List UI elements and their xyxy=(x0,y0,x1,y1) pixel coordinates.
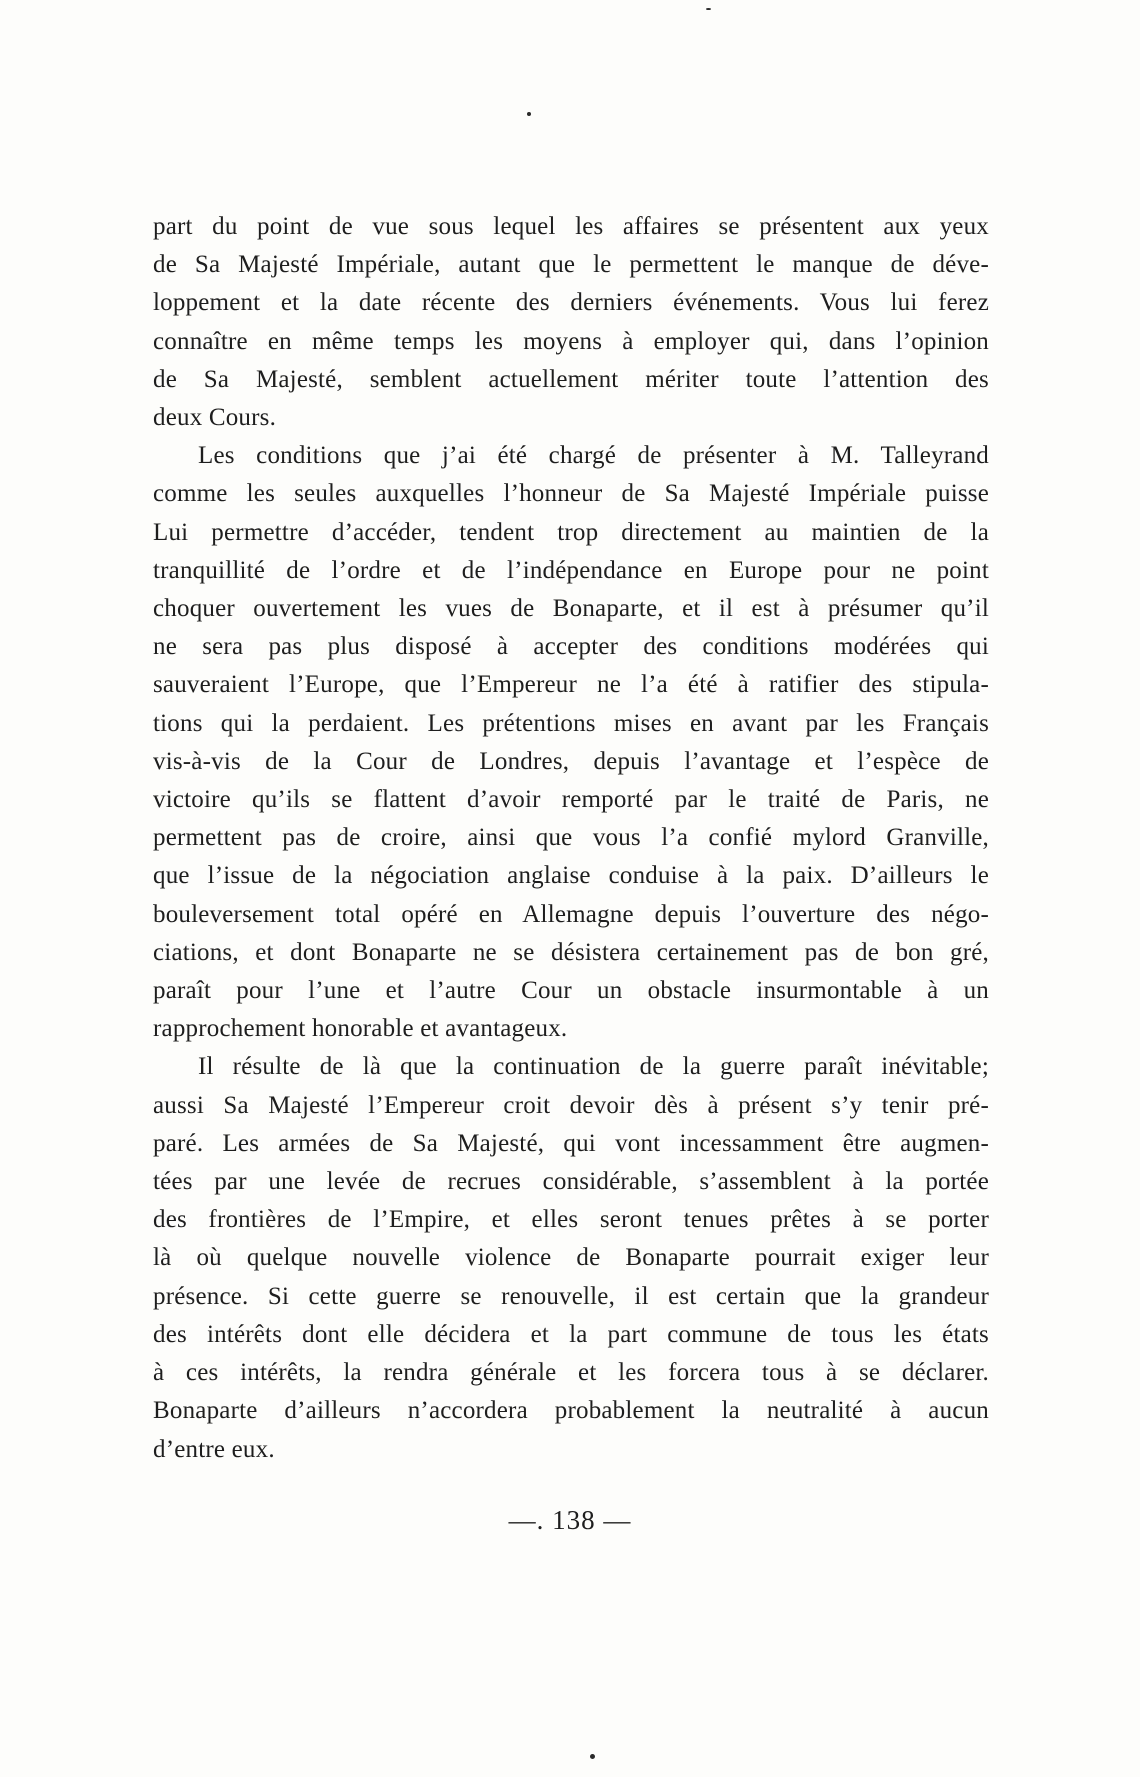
text-line: choquer ouvertement les vues de Bonaparte, et il est à présumer qu’il xyxy=(153,595,989,623)
text-line: aussi Sa Majesté l’Empereur croit devoir dès à présent s’y tenir pré- xyxy=(153,1091,989,1119)
text-line: de Sa Majesté, semblent actuellement mériter toute l’attention des xyxy=(153,365,989,393)
text-line: à ces intérêts, la rendra générale et les forcera tous à se déclarer. xyxy=(153,1359,989,1387)
text-line: vis-à-vis de la Cour de Londres, depuis l’avantage et l’espèce de xyxy=(153,747,989,775)
text-line: d’entre eux. xyxy=(153,1435,275,1463)
text-line: tranquillité de l’ordre et de l’indépendance en Europe pour ne point xyxy=(153,556,989,584)
text-line: tions qui la perdaient. Les prétentions mises en avant par les Français xyxy=(153,709,989,737)
text-line: comme les seules auxquelles l’honneur de Sa Majesté Impériale puisse xyxy=(153,480,989,508)
text-line: de Sa Majesté Impériale, autant que le permettent le manque de déve- xyxy=(153,251,989,279)
text-line: des frontières de l’Empire, et elles seront tenues prêtes à se porter xyxy=(153,1206,989,1234)
text-line: des intérêts dont elle décidera et la part commune de tous les états xyxy=(153,1320,989,1348)
text-line: ne sera pas plus disposé à accepter des conditions modérées qui xyxy=(153,633,989,661)
text-line: loppement et la date récente des derniers événements. Vous lui ferez xyxy=(153,289,989,317)
page-number: —. 138 — xyxy=(508,1505,632,1535)
text-line: rapprochement honorable et avantageux. xyxy=(153,1015,568,1043)
text-line: victoire qu’ils se flattent d’avoir remporté par le traité de Paris, ne xyxy=(153,786,989,814)
text-line: bouleversement total opéré en Allemagne depuis l’ouverture des négo- xyxy=(153,900,989,928)
text-line: Bonaparte d’ailleurs n’accordera probablement la neutralité à aucun xyxy=(153,1397,989,1425)
text-line: part du point de vue sous lequel les affaires se présentent aux yeux xyxy=(153,213,989,240)
text-line: là où quelque nouvelle violence de Bonaparte pourrait exiger leur xyxy=(153,1244,989,1272)
scan-speck xyxy=(527,112,531,116)
scan-speck xyxy=(590,1754,595,1759)
paragraph xyxy=(153,208,989,437)
text-line: sauveraient l’Europe, que l’Empereur ne l’a été à ratifier des stipula- xyxy=(153,671,989,699)
text-line: présence. Si cette guerre se renouvelle, il est certain que la grandeur xyxy=(153,1282,989,1310)
text-line: tées par une levée de recrues considérable, s’assemblent à la portée xyxy=(153,1168,989,1196)
text-line: ciations, et dont Bonaparte ne se désistera certainement pas de bon gré, xyxy=(153,938,989,966)
text-line: paraît pour l’une et l’autre Cour un obstacle insurmontable à un xyxy=(153,977,989,1005)
text-line: Les conditions que j’ai été chargé de présenter à M. Talleyrand xyxy=(198,442,989,470)
scan-speck xyxy=(706,8,711,10)
text-line: deux Cours. xyxy=(153,404,277,432)
paragraph xyxy=(153,1048,989,1468)
paragraph xyxy=(153,437,989,1048)
text-line: connaître en même temps les moyens à employer qui, dans l’opinion xyxy=(153,327,989,355)
text-line: permettent pas de croire, ainsi que vous l’a confié mylord Granville, xyxy=(153,824,989,852)
body-text xyxy=(153,208,989,1469)
text-line: Il résulte de là que la continuation de la guerre paraît inévitable; xyxy=(198,1053,989,1081)
text-line: paré. Les armées de Sa Majesté, qui vont incessamment être augmen- xyxy=(153,1129,989,1157)
text-line: que l’issue de la négociation anglaise conduise à la paix. D’ailleurs le xyxy=(153,862,989,890)
text-line: Lui permettre d’accéder, tendent trop directement au maintien de la xyxy=(153,518,989,546)
